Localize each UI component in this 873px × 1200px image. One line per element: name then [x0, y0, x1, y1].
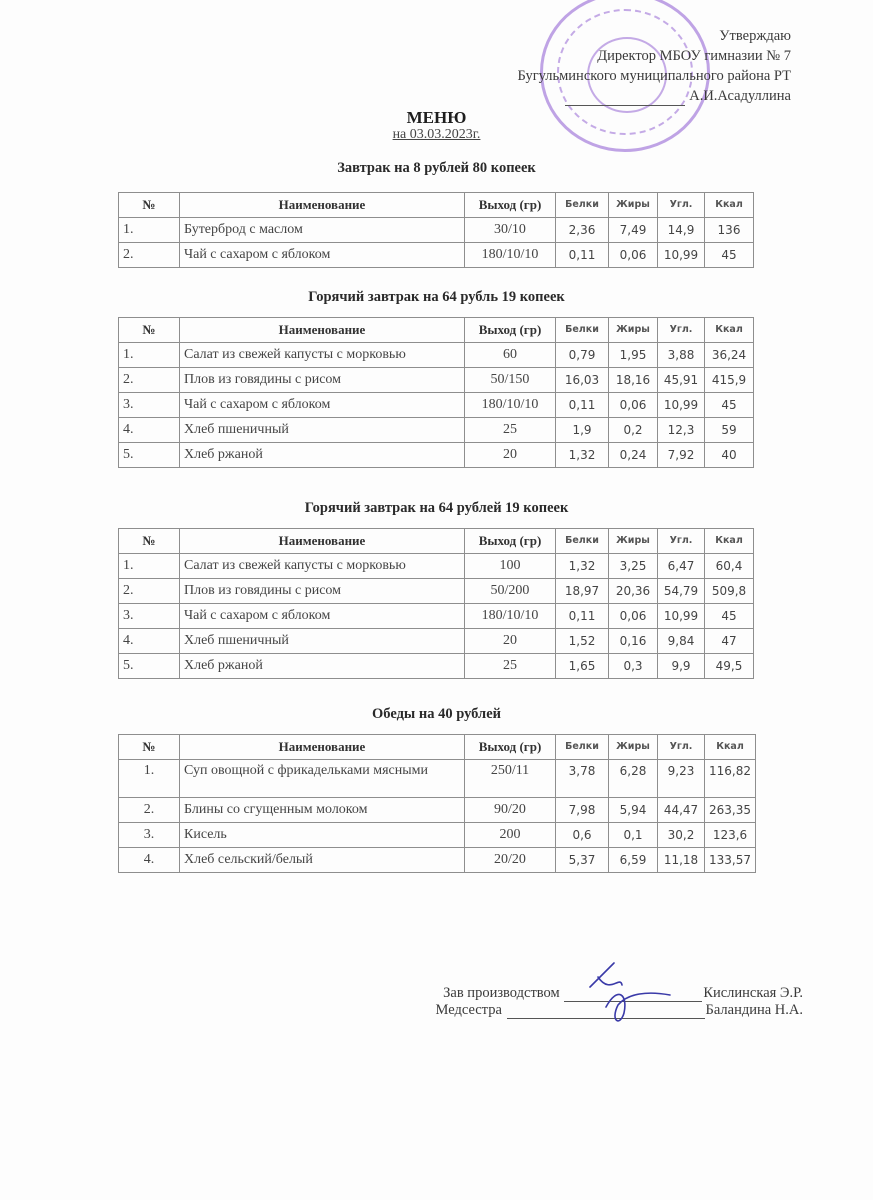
- cell-name: Хлеб ржаной: [180, 443, 465, 468]
- col-carbs: Угл.: [658, 318, 705, 343]
- signature-name: Кислинская Э.Р.: [703, 985, 803, 1001]
- cell-output: 20: [465, 443, 556, 468]
- table-header-row: [119, 735, 756, 760]
- col-name: Наименование: [180, 735, 465, 760]
- cell-name: Плов из говядины с рисом: [180, 579, 465, 604]
- cell-name: Чай с сахаром с яблоком: [180, 243, 465, 268]
- cell-protein: 5,37: [556, 848, 609, 873]
- table-row: [119, 823, 756, 848]
- cell-protein: 18,97: [556, 579, 609, 604]
- cell-output: 25: [465, 418, 556, 443]
- cell-protein: 0,6: [556, 823, 609, 848]
- cell-kcal: 45: [705, 243, 754, 268]
- signature-row-production: [436, 985, 803, 1002]
- cell-fat: 3,25: [609, 554, 658, 579]
- section-title-hot-breakfast-2: Горячий завтрак на 64 рублей 19 копеек: [304, 500, 569, 516]
- cell-name: Плов из говядины с рисом: [180, 368, 465, 393]
- table-row: [119, 368, 754, 393]
- cell-output: 250/11: [465, 760, 556, 798]
- cell-kcal: 36,24: [705, 343, 754, 368]
- cell-kcal: 415,9: [705, 368, 754, 393]
- cell-kcal: 49,5: [705, 654, 754, 679]
- cell-protein: 0,11: [556, 393, 609, 418]
- cell-num: 2.: [119, 243, 180, 268]
- approval-signature-blank: [565, 105, 685, 106]
- cell-fat: 0,06: [609, 393, 658, 418]
- cell-carbs: 3,88: [658, 343, 705, 368]
- cell-output: 50/200: [465, 579, 556, 604]
- approval-line-district: Бугульминского муниципального района РТ: [517, 68, 791, 84]
- cell-fat: 0,06: [609, 604, 658, 629]
- cell-num: 4.: [119, 418, 180, 443]
- cell-num: 3.: [119, 604, 180, 629]
- cell-protein: 16,03: [556, 368, 609, 393]
- col-fat: Жиры: [609, 193, 658, 218]
- table-row: [119, 343, 754, 368]
- cell-protein: 0,11: [556, 243, 609, 268]
- col-kcal: Ккал: [705, 318, 754, 343]
- cell-name: Хлеб ржаной: [180, 654, 465, 679]
- cell-kcal: 509,8: [705, 579, 754, 604]
- table-row: [119, 604, 754, 629]
- cell-protein: 1,32: [556, 554, 609, 579]
- col-output: Выход (гр): [465, 318, 556, 343]
- col-protein: Белки: [556, 318, 609, 343]
- cell-output: 50/150: [465, 368, 556, 393]
- cell-num: 2.: [119, 579, 180, 604]
- col-kcal: Ккал: [705, 735, 756, 760]
- cell-num: 2.: [119, 798, 180, 823]
- cell-protein: 1,65: [556, 654, 609, 679]
- cell-num: 5.: [119, 443, 180, 468]
- cell-carbs: 9,84: [658, 629, 705, 654]
- table-row: [119, 243, 754, 268]
- cell-output: 25: [465, 654, 556, 679]
- cell-fat: 0,2: [609, 418, 658, 443]
- cell-kcal: 59: [705, 418, 754, 443]
- cell-name: Чай с сахаром с яблоком: [180, 393, 465, 418]
- cell-output: 100: [465, 554, 556, 579]
- cell-fat: 7,49: [609, 218, 658, 243]
- col-num: №: [119, 193, 180, 218]
- col-num: №: [119, 735, 180, 760]
- cell-carbs: 45,91: [658, 368, 705, 393]
- col-name: Наименование: [180, 318, 465, 343]
- col-kcal: Ккал: [705, 529, 754, 554]
- signatures-block: [436, 985, 803, 1019]
- cell-output: 30/10: [465, 218, 556, 243]
- cell-protein: 0,79: [556, 343, 609, 368]
- cell-name: Салат из свежей капусты с морковью: [180, 343, 465, 368]
- col-num: №: [119, 529, 180, 554]
- cell-fat: 0,06: [609, 243, 658, 268]
- cell-name: Хлеб пшеничный: [180, 418, 465, 443]
- col-output: Выход (гр): [465, 193, 556, 218]
- cell-carbs: 6,47: [658, 554, 705, 579]
- cell-carbs: 9,23: [658, 760, 705, 798]
- cell-kcal: 40: [705, 443, 754, 468]
- col-carbs: Угл.: [658, 193, 705, 218]
- table-header-row: [119, 529, 754, 554]
- cell-name: Блины со сгущенным молоком: [180, 798, 465, 823]
- col-name: Наименование: [180, 529, 465, 554]
- section-title-lunch: Обеды на 40 рублей: [372, 706, 501, 722]
- menu-date: на 03.03.2023г.: [392, 127, 481, 142]
- signature-role: Медсестра: [435, 1002, 502, 1018]
- table-row: [119, 443, 754, 468]
- approval-line-signature: [518, 86, 792, 106]
- cell-num: 5.: [119, 654, 180, 679]
- cell-name: Кисель: [180, 823, 465, 848]
- cell-output: 90/20: [465, 798, 556, 823]
- cell-carbs: 10,99: [658, 604, 705, 629]
- cell-output: 180/10/10: [465, 393, 556, 418]
- table-row: [119, 654, 754, 679]
- cell-carbs: 12,3: [658, 418, 705, 443]
- table-breakfast: [118, 192, 754, 268]
- col-protein: Белки: [556, 735, 609, 760]
- col-carbs: Угл.: [658, 735, 705, 760]
- col-kcal: Ккал: [705, 193, 754, 218]
- cell-fat: 1,95: [609, 343, 658, 368]
- cell-protein: 1,32: [556, 443, 609, 468]
- cell-name: Хлеб пшеничный: [180, 629, 465, 654]
- cell-num: 4.: [119, 848, 180, 873]
- col-carbs: Угл.: [658, 529, 705, 554]
- cell-fat: 0,1: [609, 823, 658, 848]
- cell-carbs: 10,99: [658, 243, 705, 268]
- cell-num: 3.: [119, 823, 180, 848]
- cell-output: 200: [465, 823, 556, 848]
- cell-kcal: 45: [705, 604, 754, 629]
- cell-fat: 18,16: [609, 368, 658, 393]
- cell-fat: 6,28: [609, 760, 658, 798]
- cell-num: 3.: [119, 393, 180, 418]
- cell-fat: 20,36: [609, 579, 658, 604]
- cell-name: Чай с сахаром с яблоком: [180, 604, 465, 629]
- cell-name: Салат из свежей капусты с морковью: [180, 554, 465, 579]
- cell-carbs: 54,79: [658, 579, 705, 604]
- signature-blank: [507, 1018, 705, 1019]
- approval-director-name: А.И.Асадуллина: [689, 88, 791, 104]
- approval-block: [518, 26, 792, 106]
- cell-protein: 0,11: [556, 604, 609, 629]
- table-row: [119, 418, 754, 443]
- table-row: [119, 760, 756, 798]
- cell-kcal: 60,4: [705, 554, 754, 579]
- cell-kcal: 45: [705, 393, 754, 418]
- cell-protein: 2,36: [556, 218, 609, 243]
- cell-carbs: 7,92: [658, 443, 705, 468]
- table-lunch: [118, 734, 756, 873]
- cell-output: 60: [465, 343, 556, 368]
- table-row: [119, 554, 754, 579]
- section-title-hot-breakfast-1: Горячий завтрак на 64 рубль 19 копеек: [308, 289, 565, 305]
- cell-name: Хлеб сельский/белый: [180, 848, 465, 873]
- cell-name: Бутерброд с маслом: [180, 218, 465, 243]
- col-name: Наименование: [180, 193, 465, 218]
- page-title: МЕНЮ: [406, 108, 467, 127]
- signature-row-nurse: [436, 1002, 803, 1019]
- cell-num: 1.: [119, 218, 180, 243]
- table-hot-breakfast-2: [118, 528, 754, 679]
- col-output: Выход (гр): [465, 735, 556, 760]
- cell-fat: 0,16: [609, 629, 658, 654]
- cell-carbs: 44,47: [658, 798, 705, 823]
- cell-kcal: 116,82: [705, 760, 756, 798]
- table-row: [119, 848, 756, 873]
- table-hot-breakfast-1: [118, 317, 754, 468]
- cell-fat: 5,94: [609, 798, 658, 823]
- col-protein: Белки: [556, 529, 609, 554]
- cell-carbs: 30,2: [658, 823, 705, 848]
- cell-fat: 0,3: [609, 654, 658, 679]
- col-num: №: [119, 318, 180, 343]
- table-row: [119, 579, 754, 604]
- cell-output: 20: [465, 629, 556, 654]
- cell-protein: 1,52: [556, 629, 609, 654]
- table-row: [119, 629, 754, 654]
- cell-fat: 6,59: [609, 848, 658, 873]
- cell-carbs: 10,99: [658, 393, 705, 418]
- cell-protein: 7,98: [556, 798, 609, 823]
- col-output: Выход (гр): [465, 529, 556, 554]
- cell-num: 1.: [119, 760, 180, 798]
- col-protein: Белки: [556, 193, 609, 218]
- signature-role: Зав производством: [443, 985, 560, 1001]
- section-title-breakfast: Завтрак на 8 рублей 80 копеек: [337, 160, 536, 176]
- table-row: [119, 218, 754, 243]
- col-fat: Жиры: [609, 318, 658, 343]
- cell-kcal: 263,35: [705, 798, 756, 823]
- cell-carbs: 14,9: [658, 218, 705, 243]
- table-header-row: [119, 193, 754, 218]
- cell-output: 180/10/10: [465, 243, 556, 268]
- signature-name: Баландина Н.А.: [705, 1002, 803, 1018]
- cell-kcal: 133,57: [705, 848, 756, 873]
- cell-kcal: 136: [705, 218, 754, 243]
- table-row: [119, 798, 756, 823]
- cell-output: 180/10/10: [465, 604, 556, 629]
- cell-carbs: 9,9: [658, 654, 705, 679]
- col-fat: Жиры: [609, 529, 658, 554]
- cell-protein: 1,9: [556, 418, 609, 443]
- cell-carbs: 11,18: [658, 848, 705, 873]
- table-header-row: [119, 318, 754, 343]
- cell-num: 1.: [119, 343, 180, 368]
- cell-output: 20/20: [465, 848, 556, 873]
- cell-fat: 0,24: [609, 443, 658, 468]
- cell-num: 4.: [119, 629, 180, 654]
- cell-kcal: 47: [705, 629, 754, 654]
- cell-protein: 3,78: [556, 760, 609, 798]
- approval-line-approve: Утверждаю: [719, 28, 791, 44]
- table-row: [119, 393, 754, 418]
- cell-num: 2.: [119, 368, 180, 393]
- cell-kcal: 123,6: [705, 823, 756, 848]
- col-fat: Жиры: [609, 735, 658, 760]
- approval-line-director: Директор МБОУ гимназии № 7: [597, 48, 791, 64]
- cell-name: Суп овощной с фрикадельками мясными: [180, 760, 465, 798]
- cell-num: 1.: [119, 554, 180, 579]
